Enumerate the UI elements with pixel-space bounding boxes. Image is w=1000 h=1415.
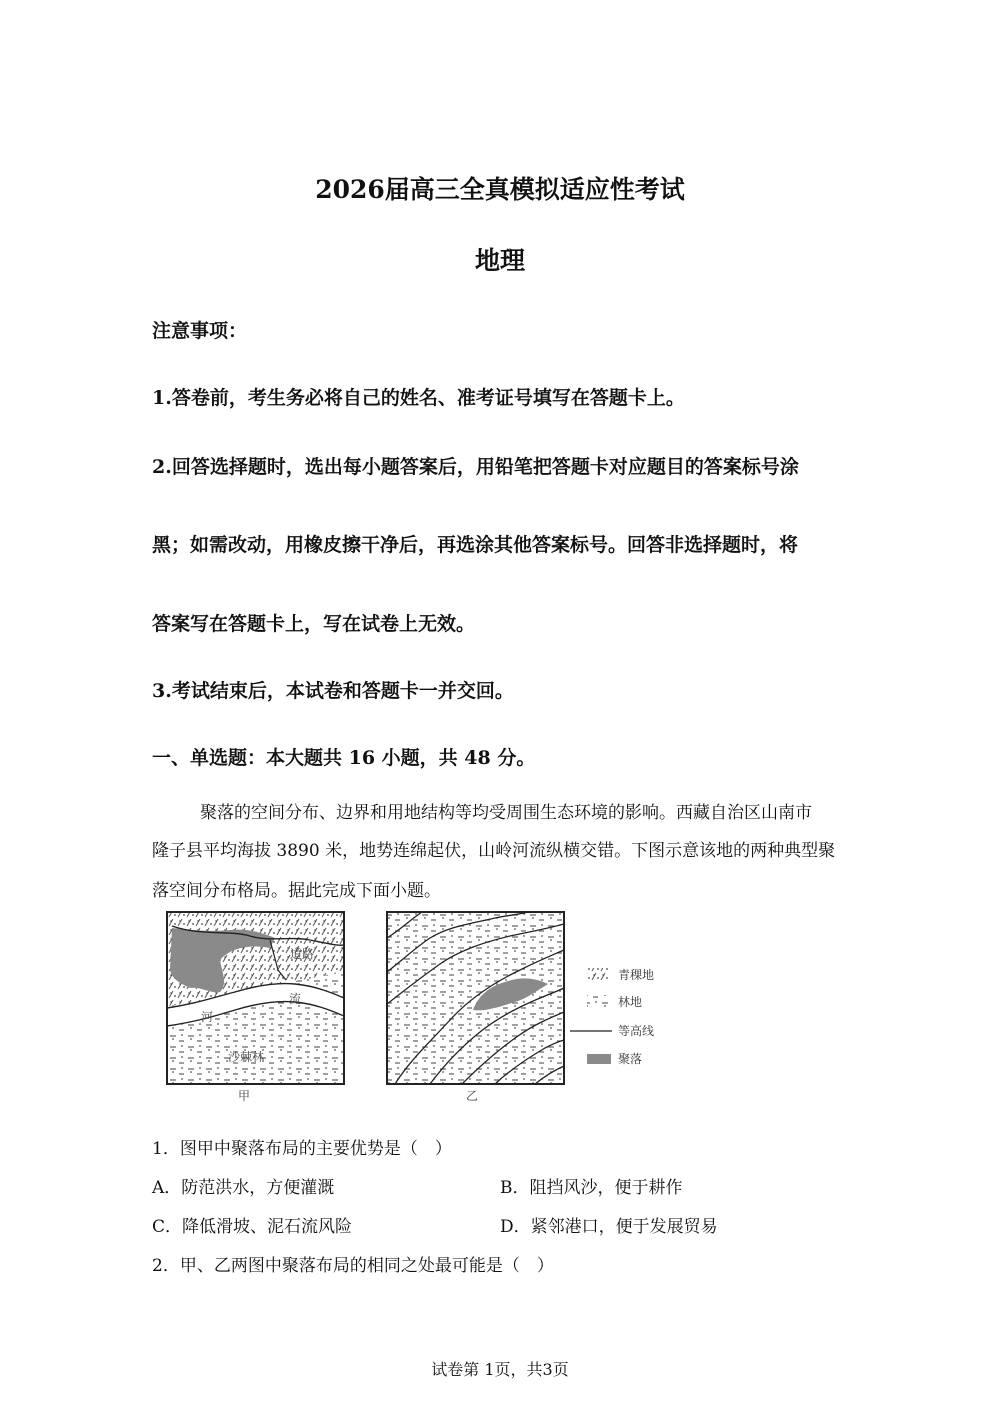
legend-label-settlement: 聚落 — [618, 1052, 643, 1066]
map-b — [387, 912, 564, 1103]
notice-item-2-line-2: 黑；如需改动，用橡皮擦干净后，再选涂其他答案标号。回答非选择题时，将 — [152, 534, 799, 556]
notice-item-1: 1.答卷前，考生务必将自己的姓名、准考证号填写在答题卡上。 — [152, 387, 685, 409]
notice-heading: 注意事项： — [152, 320, 248, 342]
question-1-option-a: A．防范洪水，方便灌溉 — [152, 1178, 335, 1198]
passage-line-1: 聚落的空间分布、边界和用地结构等均受周围生态环境的影响。西藏自治区山南市 — [200, 803, 812, 823]
notice-item-3: 3.考试结束后，本试卷和答题卡一并交回。 — [152, 680, 514, 702]
question-1-option-b: B．阻挡风沙，便于耕作 — [500, 1178, 683, 1198]
forest-icon — [587, 995, 609, 1007]
settlement-icon — [587, 1054, 611, 1064]
river-label-2: 流 — [289, 992, 302, 1006]
exam-title: 2026届高三全真模拟适应性考试 — [315, 175, 685, 204]
map-b-label: 乙 — [466, 1089, 479, 1103]
notice-item-2-line-1: 2.回答选择题时，选出每小题答案后，用铅笔把答题卡对应题目的答案标号涂 — [152, 456, 799, 478]
legend-label-barley: 青稞地 — [618, 968, 655, 982]
forest-label: 沙棘林 — [228, 1050, 265, 1064]
road-label: 道路 — [290, 947, 315, 961]
subject-title: 地理 — [474, 246, 525, 275]
legend — [570, 967, 654, 1066]
map-a — [167, 912, 344, 1103]
page-footer: 试卷第 1页，共3页 — [431, 1360, 569, 1379]
notice-item-2-line-3: 答案写在答题卡上，写在试卷上无效。 — [152, 613, 476, 635]
legend-label-contour: 等高线 — [618, 1024, 655, 1038]
question-1-option-d: D．紧邻港口，便于发展贸易 — [500, 1217, 718, 1237]
forest-area-b — [387, 912, 564, 1084]
legend-label-forest: 林地 — [618, 995, 643, 1009]
map-a-label: 甲 — [238, 1089, 251, 1103]
river-label-1: 河 — [201, 1010, 214, 1024]
question-1-stem: 1．图甲中聚落布局的主要优势是（ ） — [152, 1139, 452, 1159]
question-1-option-c: C．降低滑坡、泥石流风险 — [152, 1217, 353, 1237]
passage-line-3: 落空间分布格局。据此完成下面小题。 — [152, 881, 441, 901]
section-heading: 一、单选题：本大题共 16 小题，共 48 分。 — [152, 747, 536, 769]
settlement-pattern-figure — [150, 900, 690, 1110]
barley-field-icon — [587, 968, 609, 980]
question-2-stem: 2．甲、乙两图中聚落布局的相同之处最可能是（ ） — [152, 1256, 554, 1276]
passage-line-2: 隆子县平均海拔 3890 米，地势连绵起伏，山岭河流纵横交错。下图示意该地的两种典型聚 — [152, 841, 836, 861]
